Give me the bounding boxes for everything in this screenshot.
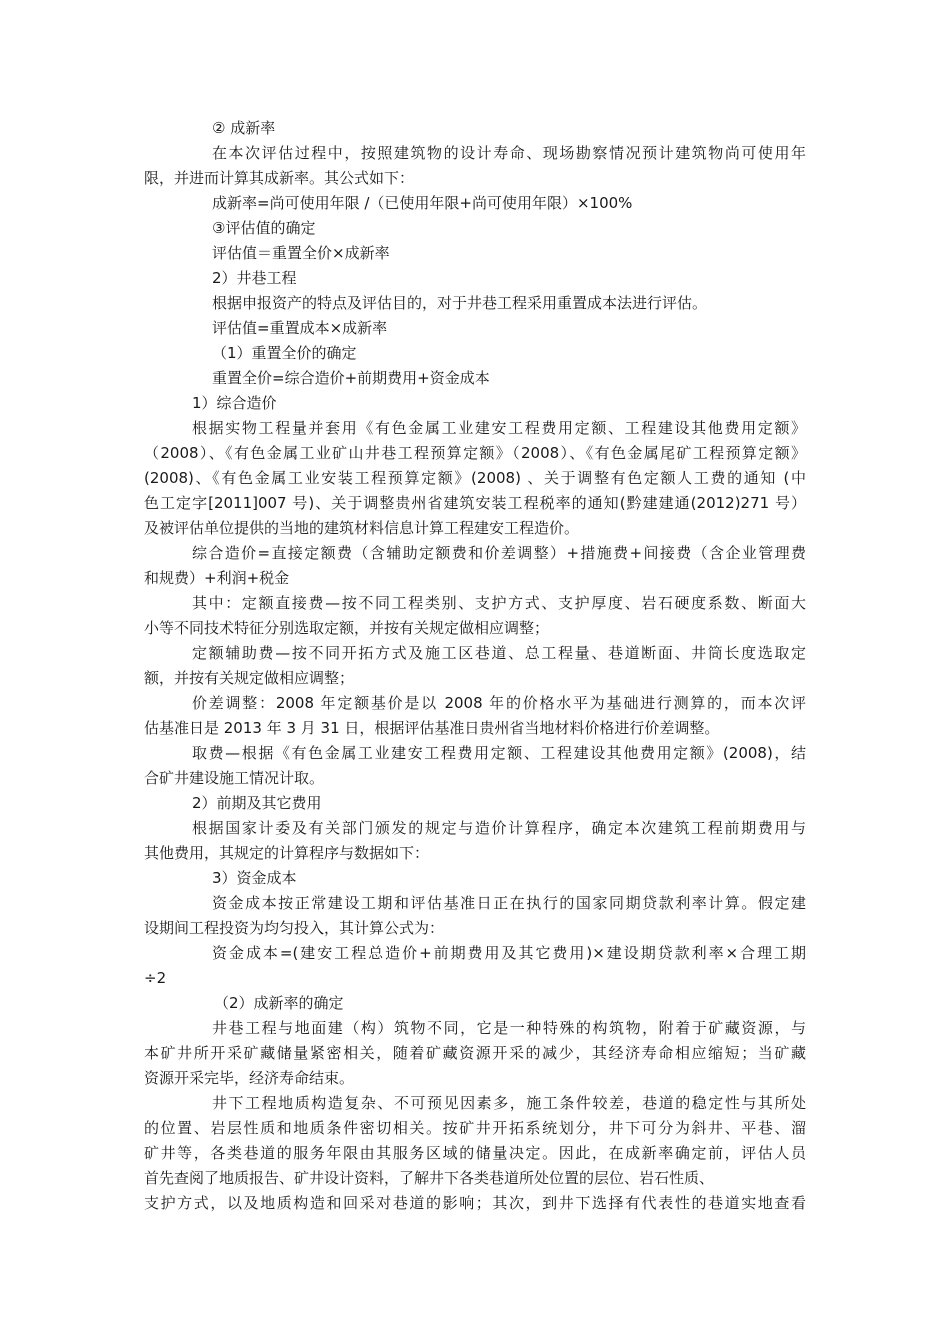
section-heading: （2）成新率的确定 bbox=[214, 994, 344, 1012]
paragraph-line: 设期间工程投资为均匀投入，其计算公式为： bbox=[144, 919, 445, 937]
paragraph-line: 估基准日是 2013 年 3 月 31 日，根据评估基准日贵州省当地材料价格进行价差调整。 bbox=[144, 719, 720, 737]
section-heading: ② 成新率 bbox=[212, 119, 276, 137]
paragraph-line: （2008）、《有色金属工业矿山井巷工程预算定额》（2008）、《有色金属尾矿工程预算定额》 bbox=[144, 444, 806, 462]
paragraph-line: 和规费）+利润+税金 bbox=[144, 569, 290, 587]
paragraph-line: 根据实物工程量并套用《有色金属工业建安工程费用定额、工程建设其他费用定额》 bbox=[192, 419, 806, 437]
formula-line: 评估值=重置成本×成新率 bbox=[212, 319, 388, 337]
paragraph-line: 限，并进而计算其成新率。其公式如下： bbox=[144, 169, 415, 187]
paragraph-line: 其他费用，其规定的计算程序与数据如下： bbox=[144, 844, 430, 862]
section-heading: 2）前期及其它费用 bbox=[192, 794, 322, 812]
paragraph-line: 小等不同技术特征分别选取定额，并按有关规定做相应调整； bbox=[144, 619, 550, 637]
formula-line: 评估值＝重置全价×成新率 bbox=[212, 244, 390, 262]
paragraph-line: 取费—根据《有色金属工业建安工程费用定额、工程建设其他费用定额》(2008)，结 bbox=[192, 744, 806, 762]
formula-line: 成新率=尚可使用年限 /（已使用年限+尚可使用年限）×100% bbox=[212, 194, 633, 212]
paragraph-line: 根据国家计委及有关部门颁发的规定与造价计算程序，确定本次建筑工程前期费用与 bbox=[192, 819, 806, 837]
formula-line: 资金成本=(建安工程总造价+前期费用及其它费用)×建设期贷款利率×合理工期 bbox=[212, 944, 806, 962]
paragraph-line: 矿井等，各类巷道的服务年限由其服务区域的储量决定。因此，在成新率确定前，评估人员 bbox=[144, 1144, 806, 1162]
formula-line: 重置全价=综合造价+前期费用+资金成本 bbox=[212, 369, 490, 387]
paragraph-line: 的位置、岩层性质和地质条件密切相关。按矿井开拓系统划分，井下可分为斜井、平巷、溜 bbox=[144, 1119, 806, 1137]
paragraph-line: 支护方式，以及地质构造和回采对巷道的影响；其次，到井下选择有代表性的巷道实地查看 bbox=[144, 1194, 806, 1212]
section-heading: 3）资金成本 bbox=[212, 869, 297, 887]
paragraph-line: 首先查阅了地质报告、矿井设计资料，了解井下各类巷道所处位置的层位、岩石性质、 bbox=[144, 1169, 715, 1187]
section-heading: （1）重置全价的确定 bbox=[212, 344, 357, 362]
paragraph-line: 合矿井建设施工情况计取。 bbox=[144, 769, 325, 787]
paragraph-line: 在本次评估过程中，按照建筑物的设计寿命、现场勘察情况预计建筑物尚可使用年 bbox=[212, 144, 806, 162]
paragraph-line: 井巷工程与地面建（构）筑物不同，它是一种特殊的构筑物，附着于矿藏资源，与 bbox=[212, 1019, 806, 1037]
paragraph-line: 其中：定额直接费—按不同工程类别、支护方式、支护厚度、岩石硬度系数、断面大 bbox=[192, 594, 806, 612]
paragraph-line: 根据申报资产的特点及评估目的，对于井巷工程采用重置成本法进行评估。 bbox=[212, 294, 708, 312]
paragraph-line: 及被评估单位提供的当地的建筑材料信息计算工程建安工程造价。 bbox=[144, 519, 580, 537]
paragraph-line: 资源开采完毕，经济寿命结束。 bbox=[144, 1069, 355, 1087]
paragraph-line: 综合造价=直接定额费（含辅助定额费和价差调整）+措施费+间接费（含企业管理费 bbox=[192, 544, 806, 562]
section-heading: 2）井巷工程 bbox=[212, 269, 297, 287]
section-heading: ③评估值的确定 bbox=[212, 219, 316, 237]
section-heading: 1）综合造价 bbox=[192, 394, 277, 412]
paragraph-line: 井下工程地质构造复杂、不可预见因素多，施工条件较差，巷道的稳定性与其所处 bbox=[212, 1094, 806, 1112]
paragraph-line: 资金成本按正常建设工期和评估基准日正在执行的国家同期贷款利率计算。假定建 bbox=[212, 894, 806, 912]
paragraph-line: 定额辅助费—按不同开拓方式及施工区巷道、总工程量、巷道断面、井筒长度选取定 bbox=[192, 644, 806, 662]
formula-line: ÷2 bbox=[144, 969, 167, 987]
paragraph-line: 色工定字[2011]007 号)、关于调整贵州省建筑安装工程税率的通知(黔建建通(2012)271 号） bbox=[144, 494, 806, 512]
paragraph-line: (2008)、《有色金属工业安装工程预算定额》(2008) 、关于调整有色定额人工费的通知 (中 bbox=[144, 469, 806, 487]
paragraph-line: 本矿井所开采矿藏储量紧密相关，随着矿藏资源开采的减少，其经济寿命相应缩短；当矿藏 bbox=[144, 1044, 806, 1062]
paragraph-line: 额，并按有关规定做相应调整； bbox=[144, 669, 355, 687]
paragraph-line: 价差调整：2008 年定额基价是以 2008 年的价格水平为基础进行测算的，而本次评 bbox=[192, 694, 806, 712]
